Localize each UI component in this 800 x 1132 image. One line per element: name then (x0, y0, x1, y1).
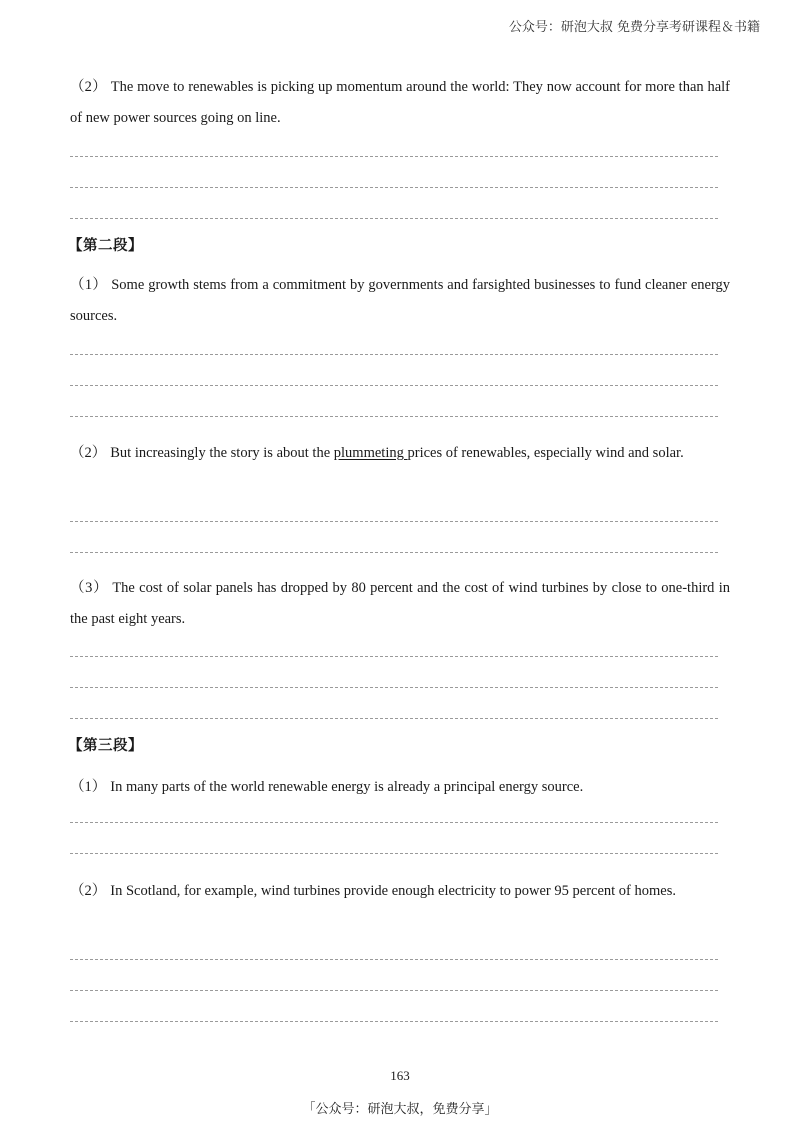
item-number: （1） (70, 779, 107, 795)
item-number: （2） (70, 445, 107, 461)
sentence-text: The move to renewables is picking up momentum around the world: They now account for more than half of new power sources going on line. (70, 79, 730, 126)
answer-line[interactable] (70, 354, 718, 355)
sentence-text: In many parts of the world renewable energy is already a principal energy source. (110, 779, 584, 795)
answer-line[interactable] (70, 187, 718, 188)
underlined-word: plummeting (333, 445, 408, 461)
answer-line[interactable] (70, 822, 718, 823)
sentence-text-after: prices of renewables, especially wind and solar. (407, 445, 684, 461)
answer-line[interactable] (70, 718, 718, 719)
section-heading-2: 【第二段】 (68, 238, 143, 254)
item-number: （3） (70, 580, 109, 596)
sentence-text: In Scotland, for example, wind turbines provide enough electricity to power 95 percent of homes. (110, 883, 676, 899)
answer-line[interactable] (70, 385, 718, 386)
sentence-text-before: But increasingly the story is about the (110, 445, 334, 461)
answer-line[interactable] (70, 853, 718, 854)
answer-line[interactable] (70, 959, 718, 960)
sentence-text: The cost of solar panels has dropped by 80 percent and the cost of wind turbines by close to one-third in the past eight years. (70, 580, 731, 627)
paragraph-2-2 (70, 438, 730, 469)
header-watermark-note: 公众号：研泡大叔 免费分享考研课程＆书籍 (508, 20, 760, 35)
answer-line[interactable] (70, 552, 718, 553)
paragraph-3-2 (70, 876, 730, 907)
item-number: （2） (70, 79, 107, 95)
answer-line[interactable] (70, 990, 718, 991)
answer-line[interactable] (70, 687, 718, 688)
answer-line[interactable] (70, 416, 718, 417)
paragraph-2-1 (70, 270, 730, 332)
paragraph-2-3 (70, 573, 730, 635)
answer-line[interactable] (70, 521, 718, 522)
footer-watermark-note: 「公众号：研泡大叔，免费分享」 (302, 1102, 498, 1117)
item-number: （1） (70, 277, 108, 293)
answer-line[interactable] (70, 1021, 718, 1022)
page-number: 163 (390, 1068, 410, 1083)
section-heading-3: 【第三段】 (68, 738, 143, 754)
paragraph-1-2 (70, 72, 730, 134)
answer-line[interactable] (70, 656, 718, 657)
answer-line[interactable] (70, 156, 718, 157)
sentence-text: Some growth stems from a commitment by governments and farsighted businesses to fund cleaner energy sources. (70, 277, 731, 324)
paragraph-3-1 (70, 772, 730, 803)
answer-line[interactable] (70, 218, 718, 219)
item-number: （2） (70, 883, 107, 899)
